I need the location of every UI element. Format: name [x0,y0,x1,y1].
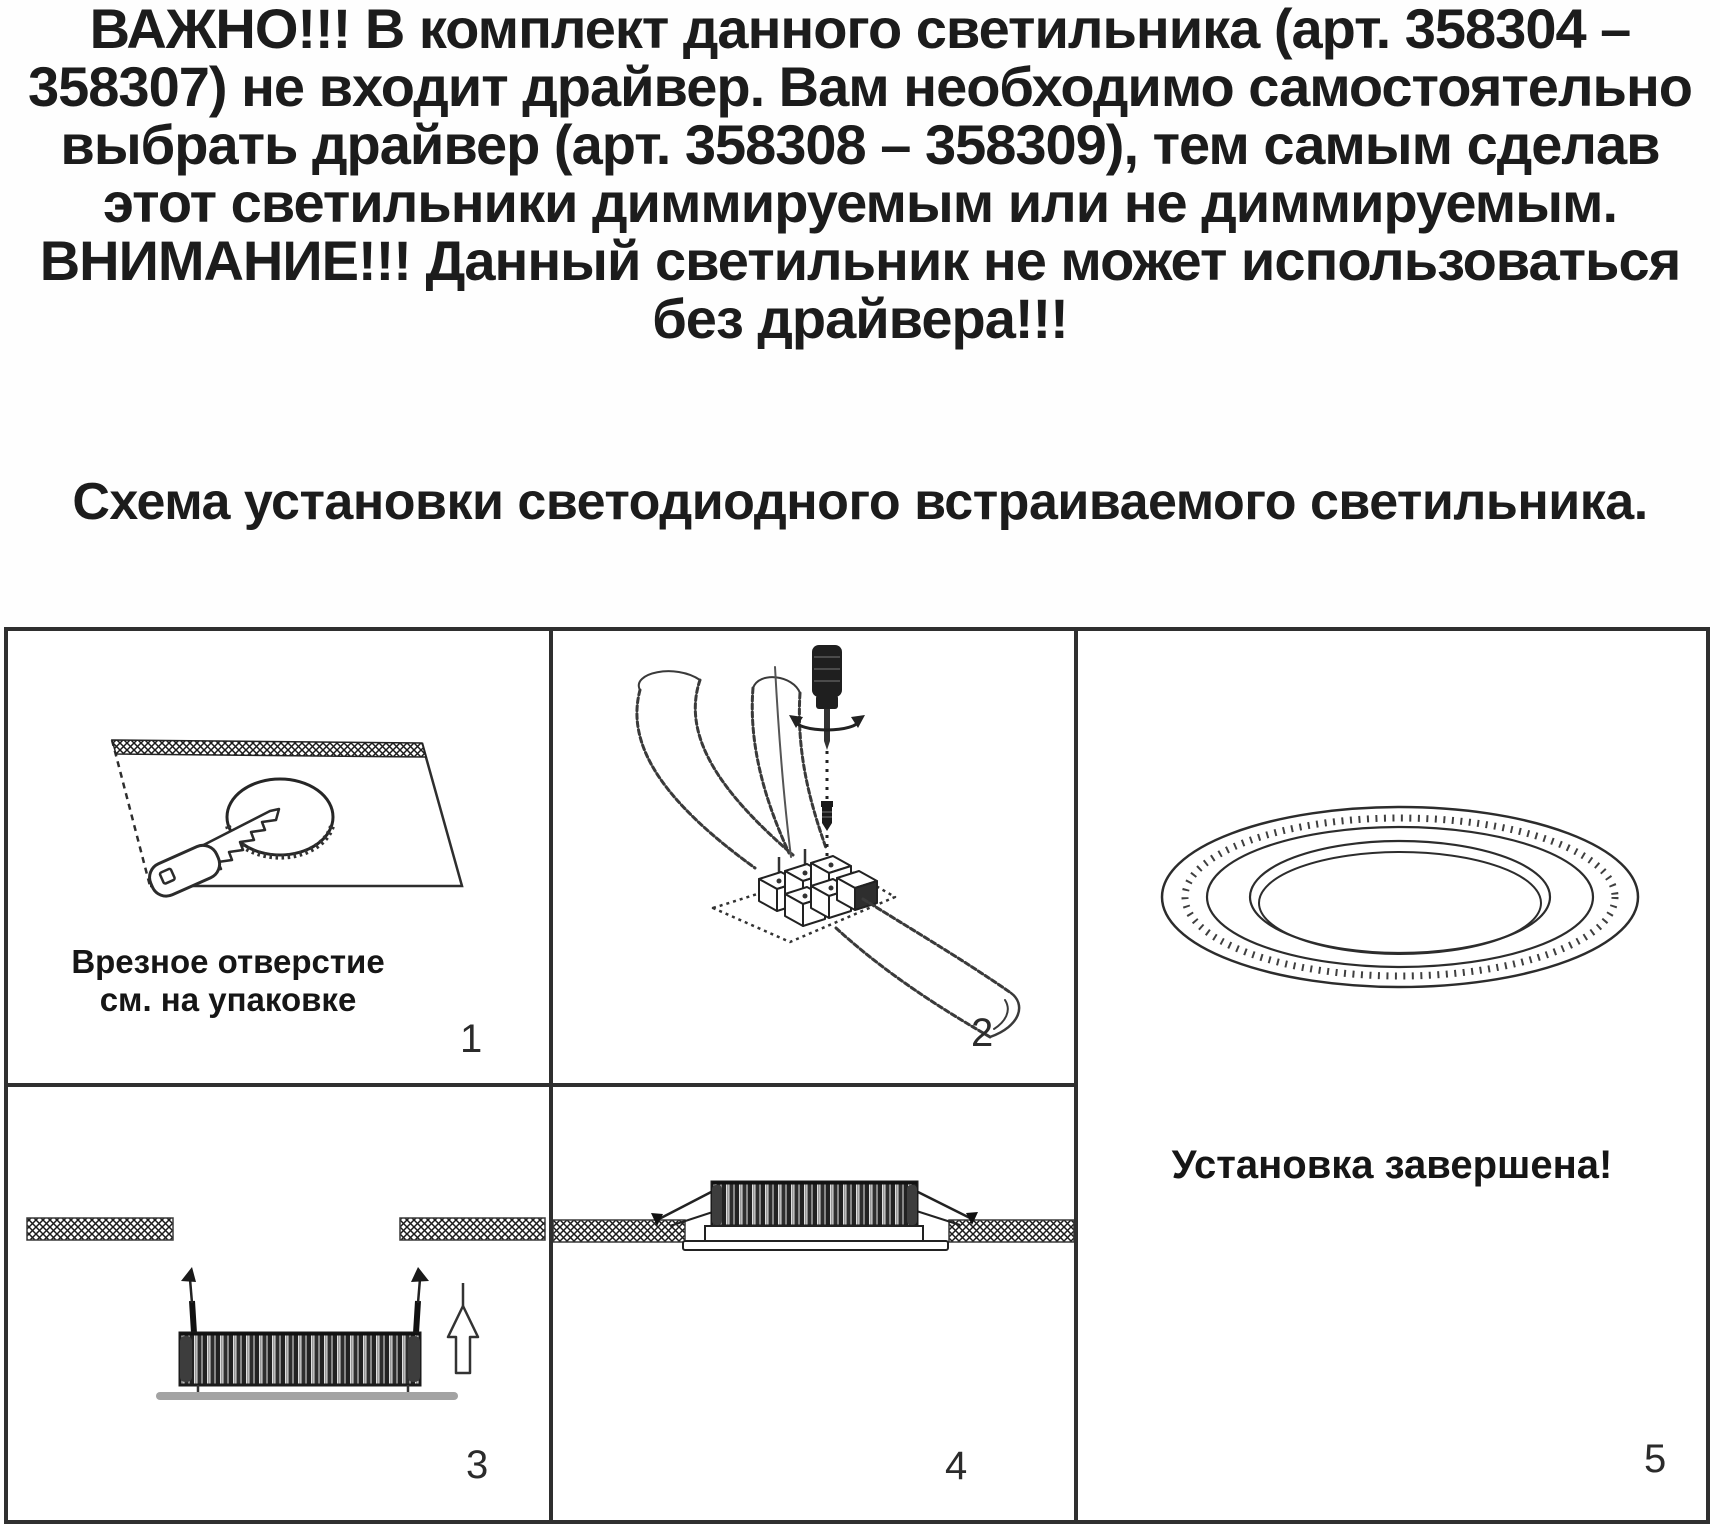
step-4-number: 4 [945,1444,968,1488]
warning-line: ВНИМАНИЕ!!! Данный светильник не может использоваться [39,229,1681,292]
step-4-cell [553,1087,1074,1520]
caption-line: Врезное отверстие [71,943,385,980]
step-1-caption [8,943,448,1019]
lamp-body [683,1182,948,1250]
finished-downlight-illustration [1078,631,1706,1520]
up-arrow-icon [448,1283,478,1373]
trim-ring [683,1241,948,1250]
downlight-face [1162,807,1638,987]
drilled-hole [227,779,333,857]
lamp-body [156,1333,458,1400]
spring-clip-right [411,1267,429,1333]
step-3-number: 3 [466,1443,489,1487]
cut-edge-hatch [112,740,426,757]
trim-ring [156,1392,458,1400]
warning-block [0,0,1720,348]
installation-steps-table [4,627,1710,1524]
caption-line: см. на упаковке [99,981,357,1018]
warning-line: 358307) не входит драйвер. Вам необходимо самостоятельно [28,55,1692,118]
lamp-flange [705,1226,923,1241]
warning-line: выбрать драйвер (арт. 358308 – 358309), тем самым сделав [60,113,1660,176]
lamp-installed-illustration [553,1087,1074,1520]
wiring-illustration [553,631,1074,1083]
step-5-number: 5 [1644,1437,1667,1481]
step-2-number: 2 [971,1011,994,1055]
screw-icon [821,801,833,831]
warning-line: ВАЖНО!!! В комплект данного светильника (арт. 358304 – [89,0,1631,60]
warning-line: без драйвера!!! [652,287,1068,350]
step-3-cell [8,1087,549,1520]
step-1-cell [8,631,549,1083]
ceiling-cross-section [27,1218,545,1240]
step-1-number: 1 [460,1017,483,1061]
step-5-cell [1078,631,1706,1520]
spring-clip-left [181,1267,196,1333]
warning-line: этот светильники диммируемым или не диммируемым. [102,171,1618,234]
cable-ribbon-left [637,671,793,868]
step-5-caption: Установка завершена! [1171,1143,1613,1187]
installation-scheme-title: Схема установки светодиодного встраиваемого светильника. [72,473,1648,531]
step-2-cell [553,631,1074,1083]
